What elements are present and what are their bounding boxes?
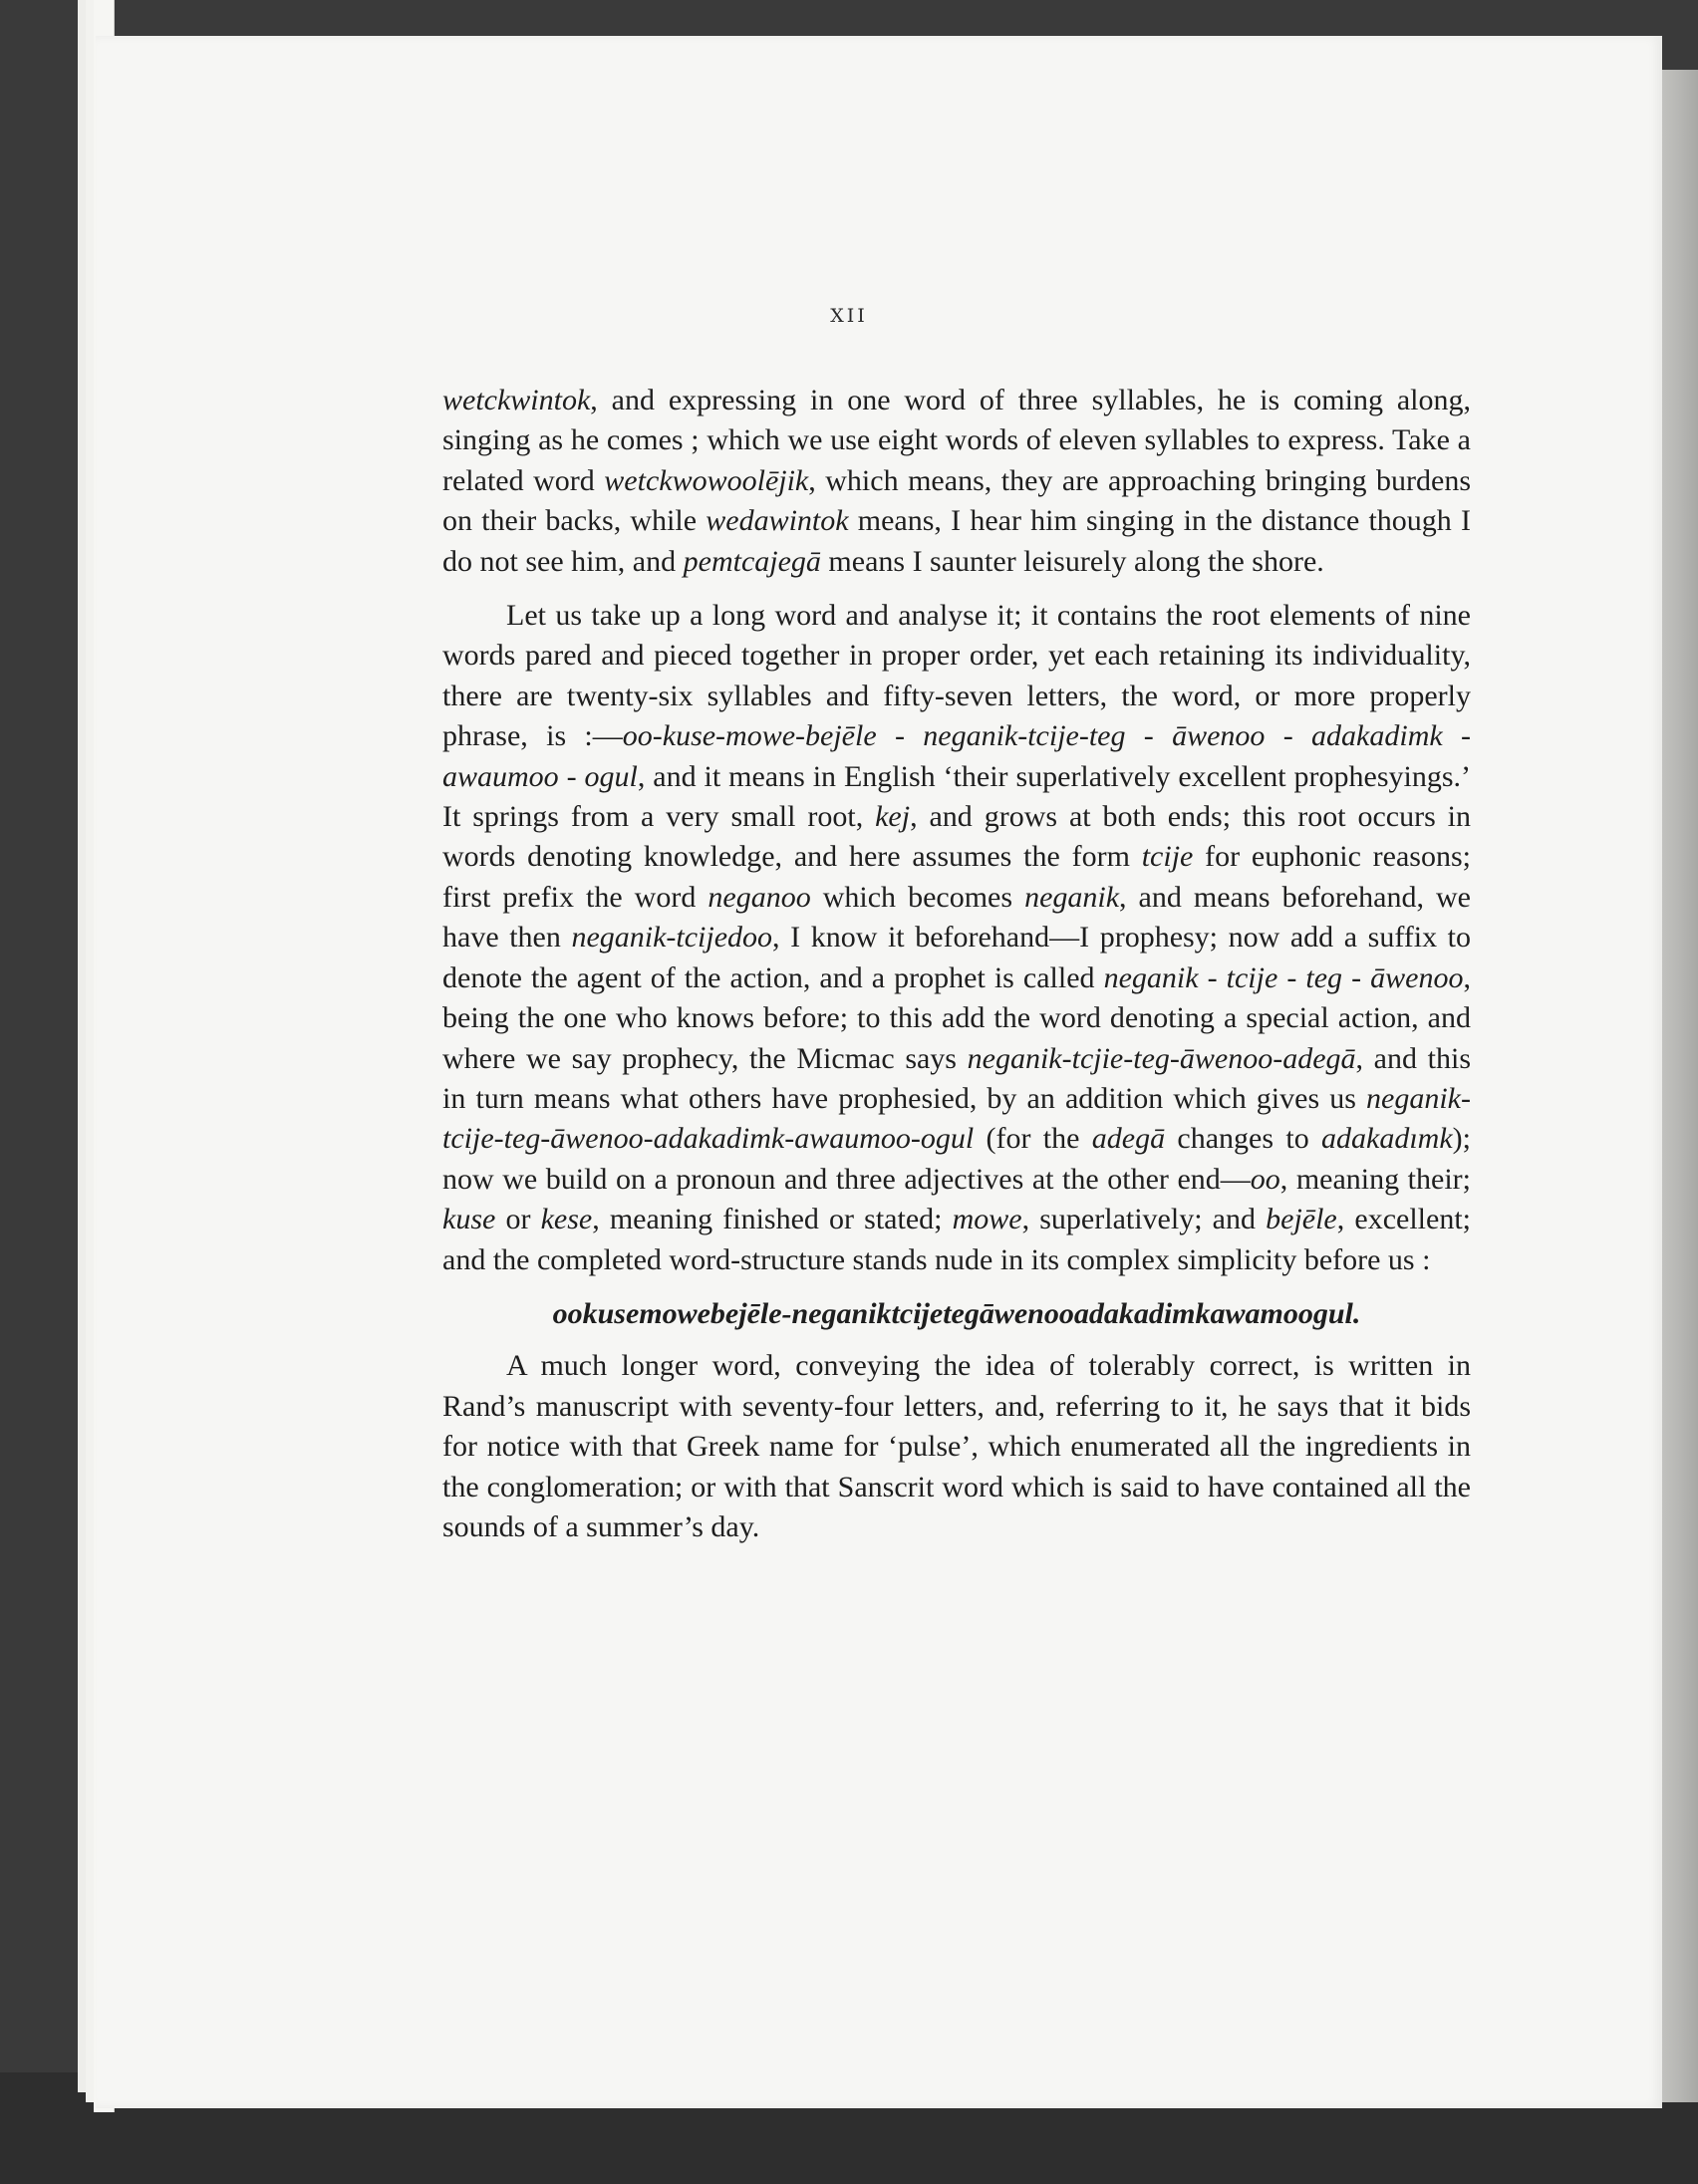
- text-run: Let us take up a long word and analyse it; it contains the root elements of nine words pared and pieced together in proper order, yet each retaining its individuality, there are twenty-six syllables and fifty-seven letters, the word, or more properly phrase, is :—: [442, 599, 1471, 753]
- italic-term: tcije: [1141, 840, 1194, 874]
- italic-term: neganik: [1024, 880, 1120, 914]
- text-run: , being the one who knows before; to this add the word denoting a special action, and where we say prophecy, the Micmac says: [442, 960, 1471, 1075]
- italic-term: kuse: [442, 1203, 496, 1236]
- italic-term: wedawintok: [706, 504, 849, 538]
- text-run: ); now we build on a pronoun and three adjectives at the other end—: [442, 1122, 1471, 1196]
- italic-term: neganik-tcije-teg-āwenoo-adakadimk-awaumoo-ogul: [442, 1081, 1471, 1156]
- italic-term: kese: [540, 1203, 593, 1236]
- italic-term: oo-kuse-mowe-bejēle - neganik-tcije-teg - āwenoo - adakadimk - awaumoo - ogul: [442, 719, 1471, 793]
- italic-term: wetckwowoolējik: [604, 463, 809, 497]
- text-run: , I know it beforehand—I prophesy; now add a suffix to denote the agent of the action, and a prophet is called: [442, 921, 1472, 994]
- italic-term: adakadımk: [1321, 1122, 1453, 1156]
- italic-term: bejēle: [1266, 1203, 1337, 1236]
- italic-term: mowe: [952, 1203, 1022, 1236]
- text-run: A much longer word, conveying the idea of tolerably correct, is written in Rand’s manuscript with seventy-four letters, and, referring to it, he says that it bids for notice with that Greek name for ‘pulse’, which enumerated all the ingredients in the conglomeration; or with that Sanscrit word which is said to have contained all the sounds of a summer’s day.: [442, 1349, 1471, 1543]
- text-run: , and grows at both ends; this root occurs in words denoting knowledge, and here assumes the form: [442, 800, 1471, 874]
- italic-term: oo: [1250, 1162, 1280, 1196]
- text-run: or: [495, 1203, 541, 1236]
- italic-term: neganik - tcije - teg - āwenoo: [1103, 960, 1464, 994]
- text-run: , superlatively; and: [1021, 1203, 1267, 1236]
- text-run: , meaning finished or stated;: [592, 1203, 953, 1236]
- italic-term: ookusemowebejēle-neganiktcijetegāwenooadakadimkawamoogul.: [552, 1296, 1361, 1330]
- italic-term: wetckwintok: [442, 384, 591, 416]
- italic-term: neganik-tcijedoo: [571, 921, 773, 955]
- italic-term: neganoo: [708, 880, 811, 914]
- page-number: XII: [830, 305, 868, 327]
- text-run: , and this in turn means what others have prophesied, by an addition which gives us: [442, 1041, 1471, 1115]
- italic-term: adegā: [1091, 1122, 1166, 1156]
- italic-term: neganik-tcjie-teg-āwenoo-adegā: [967, 1041, 1356, 1075]
- text-run: , meaning their;: [1279, 1162, 1471, 1196]
- text-run: which becomes: [810, 880, 1025, 914]
- body-text: [442, 381, 1471, 1561]
- paragraph: [442, 381, 1471, 582]
- text-run: , and expressing in one word of three syllables, he is coming along, singing as he comes ; which we use eight words of eleven syllables to express. Take a related word: [442, 384, 1471, 497]
- paragraph: [442, 1294, 1471, 1334]
- paragraph: [442, 1346, 1471, 1547]
- paragraph: [442, 596, 1471, 1280]
- text-run: means, I hear him singing in the distance though I do not see him, and: [442, 504, 1471, 578]
- text-run: , excellent; and the completed word-structure stands nude in its complex simplicity before us :: [442, 1203, 1471, 1276]
- text-run: means I saunter leisurely along the shore.: [820, 544, 1324, 578]
- text-run: , which means, they are approaching bringing burdens on their backs, while: [442, 463, 1471, 538]
- italic-term: kej: [875, 800, 911, 834]
- text-run: changes to: [1165, 1122, 1322, 1156]
- text-run: (for the: [974, 1122, 1092, 1156]
- text-run: , and it means in English ‘their superlatively excellent prophesyings.’ It springs from a very small root,: [442, 759, 1472, 834]
- text-run: , and means beforehand, we have then: [442, 880, 1471, 955]
- italic-term: pemtcajegā: [683, 544, 821, 578]
- text-run: for euphonic reasons; first prefix the word: [442, 840, 1471, 914]
